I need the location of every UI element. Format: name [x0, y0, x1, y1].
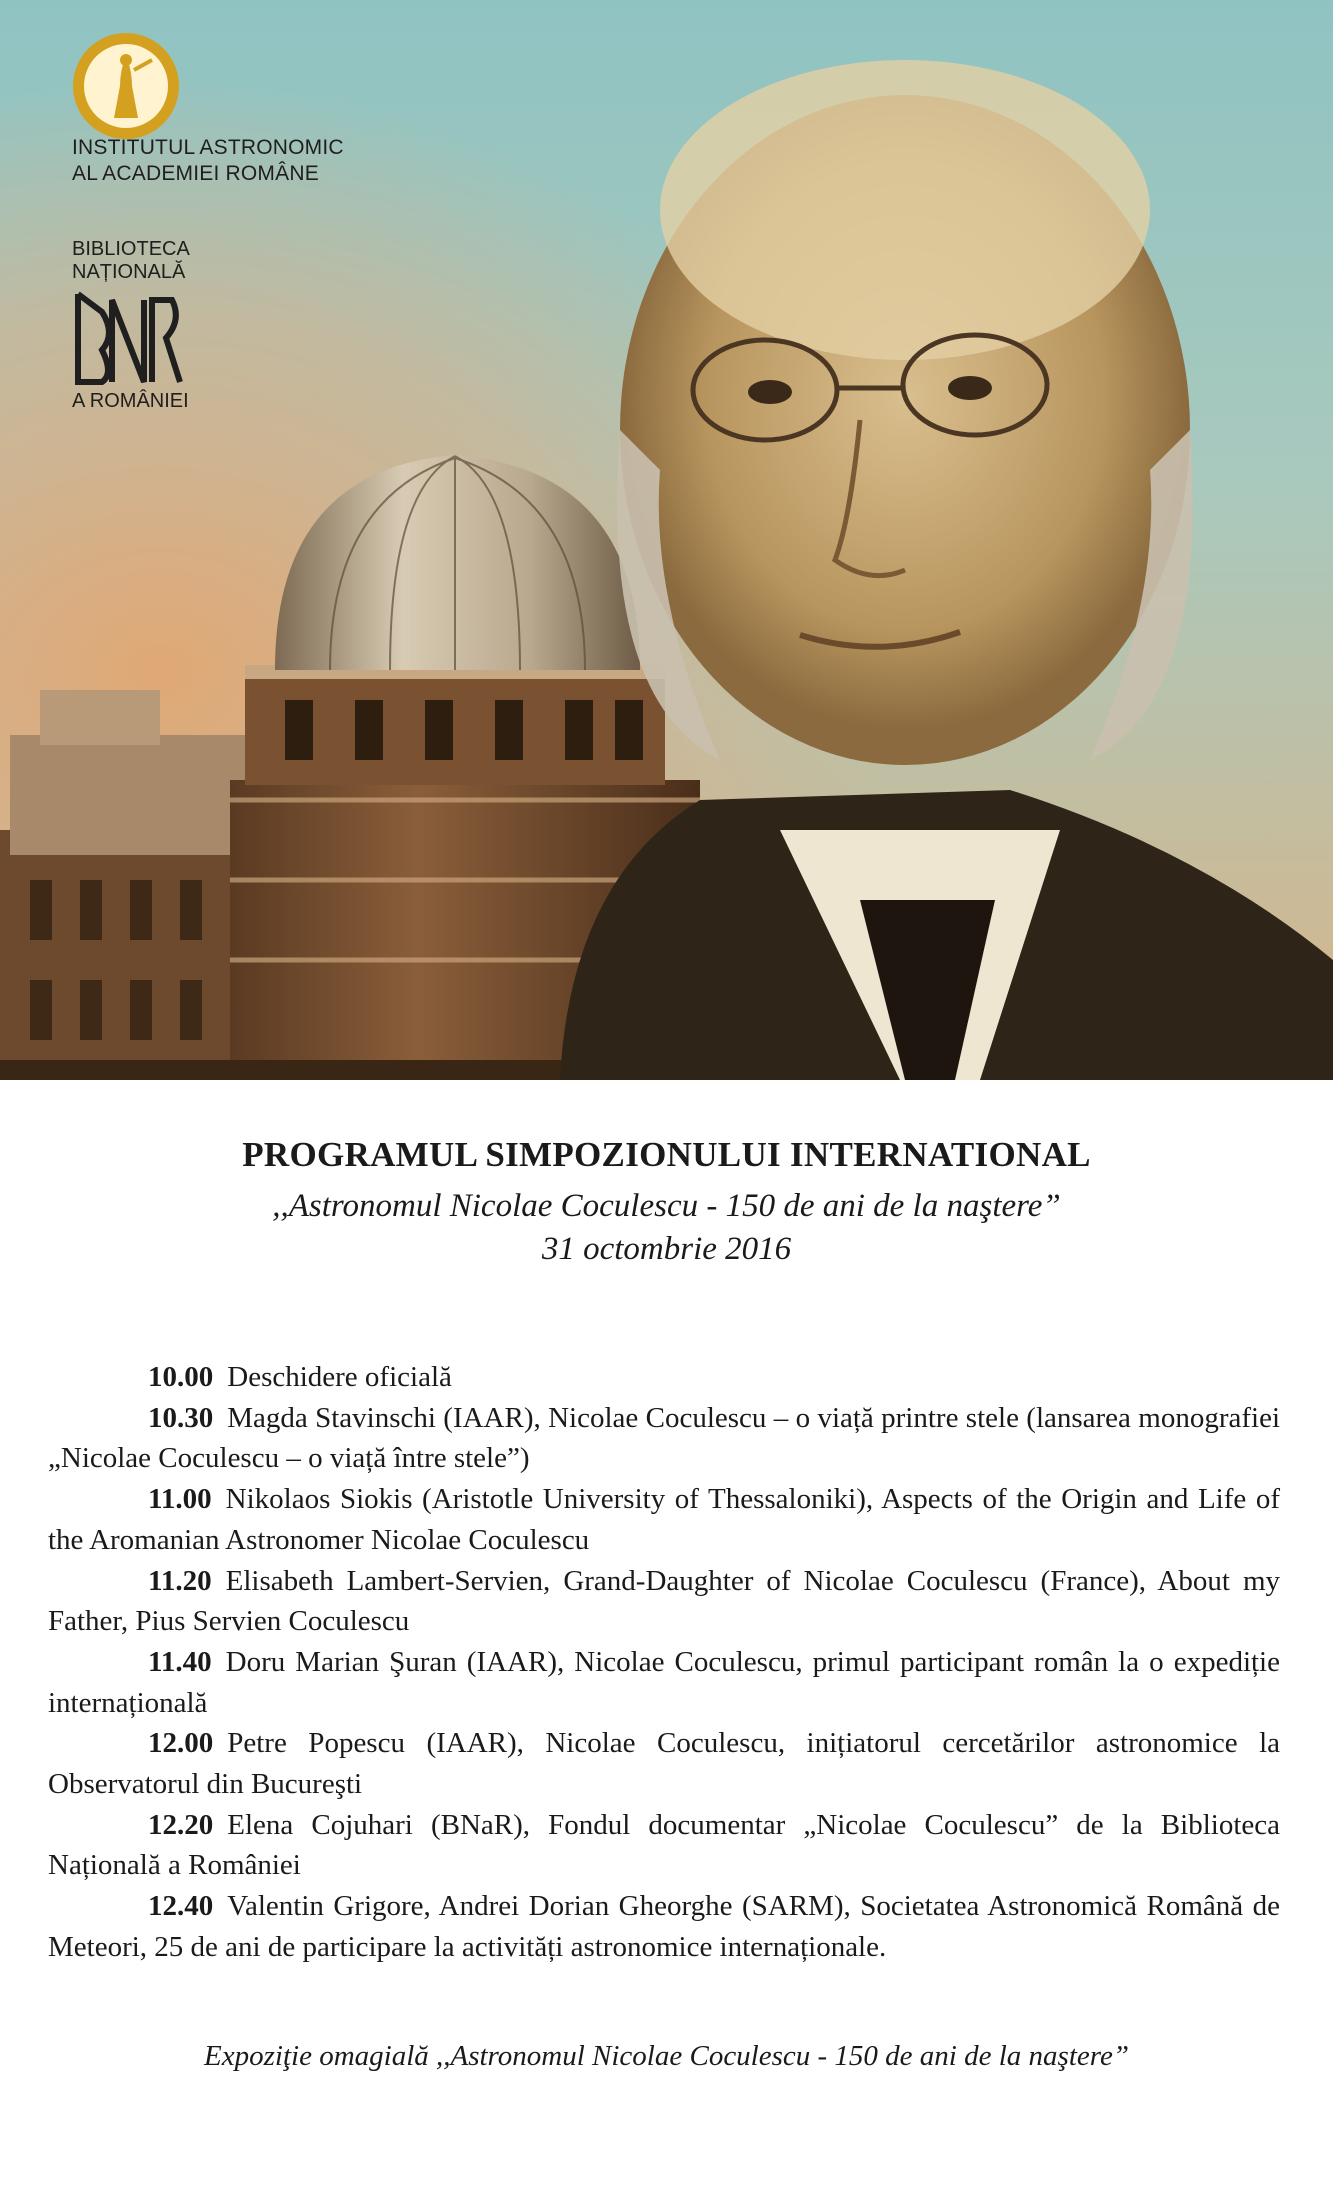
program-date: 31 octombrie 2016 [541, 1231, 792, 1267]
schedule-time: 11.40 [148, 1645, 212, 1678]
schedule-time: 12.00 [148, 1727, 214, 1760]
schedule-text: Magda Stavinschi (IAAR), Nicolae Coculescu – o viață printre stele (lansarea monografiei „Nicolae Coculescu – o viață între stele”) [48, 1401, 1280, 1475]
schedule-list [48, 1357, 1280, 1968]
schedule-time: 12.40 [148, 1890, 214, 1923]
schedule-item [48, 1561, 1280, 1642]
library-name [72, 238, 190, 284]
institute-name-line: AL ACADEMIEI ROMÂNE [72, 162, 319, 185]
schedule-text: Doru Marian Şuran (IAAR), Nicolae Coculescu, primul participant român la o expediție internațională [48, 1645, 1280, 1719]
schedule-time: 10.30 [148, 1401, 214, 1434]
schedule-item [48, 1642, 1280, 1723]
schedule-item [48, 1357, 1280, 1398]
schedule-item [48, 1886, 1280, 1967]
schedule-text: Petre Popescu (IAAR), Nicolae Coculescu, inițiatorul cercetărilor astronomice la Observatorul din Bucureşti [48, 1727, 1280, 1801]
hero-image [0, 0, 1333, 1080]
schedule-item [48, 1398, 1280, 1479]
schedule-time: 11.00 [148, 1483, 212, 1516]
schedule-time: 11.20 [148, 1564, 212, 1597]
schedule-item [48, 1805, 1280, 1886]
schedule-text: Nikolaos Siokis (Aristotle University of Thessaloniki), Aspects of the Origin and Life of the Aromanian Astronomer Nicolae Coculescu [48, 1483, 1280, 1556]
library-monogram-icon [72, 290, 184, 390]
schedule-item [48, 1723, 1280, 1804]
schedule-text: Elena Cojuhari (BNaR), Fondul documentar „Nicolae Coculescu” de la Biblioteca Națională a României [48, 1808, 1280, 1882]
program-subtitle: ,,Astronomul Nicolae Coculescu - 150 de ani de la naştere” [272, 1188, 1061, 1224]
schedule-time: 10.00 [148, 1361, 214, 1393]
schedule-text: Elisabeth Lambert-Servien, Grand-Daughter of Nicolae Coculescu (France), About my Father, Pius Servien Coculescu [48, 1564, 1280, 1638]
institute-name [72, 135, 344, 187]
schedule-time: 12.20 [148, 1808, 214, 1841]
program-title: PROGRAMUL SIMPOZIONULUI INTERNATIONAL [242, 1135, 1091, 1174]
library-name-line: NAȚIONALĂ [72, 261, 186, 283]
library-name-bottom: A ROMÂNIEI [72, 390, 189, 412]
schedule-text: Valentin Grigore, Andrei Dorian Gheorghe (SARM), Societatea Astronomică Română de Meteori, 25 de ani de participare la activități astronomice internaționale. [48, 1890, 1280, 1963]
exhibition-note: Expoziţie omagială ,,Astronomul Nicolae Coculescu - 150 de ani de la naştere” [204, 2040, 1129, 2072]
institute-name-line: INSTITUTUL ASTRONOMIC [72, 136, 344, 159]
academy-seal-icon [70, 30, 182, 142]
library-name-line: BIBLIOTECA [72, 238, 190, 260]
program-section [0, 1080, 1333, 2210]
schedule-text: Deschidere oficială [227, 1361, 452, 1393]
schedule-item [48, 1479, 1280, 1560]
